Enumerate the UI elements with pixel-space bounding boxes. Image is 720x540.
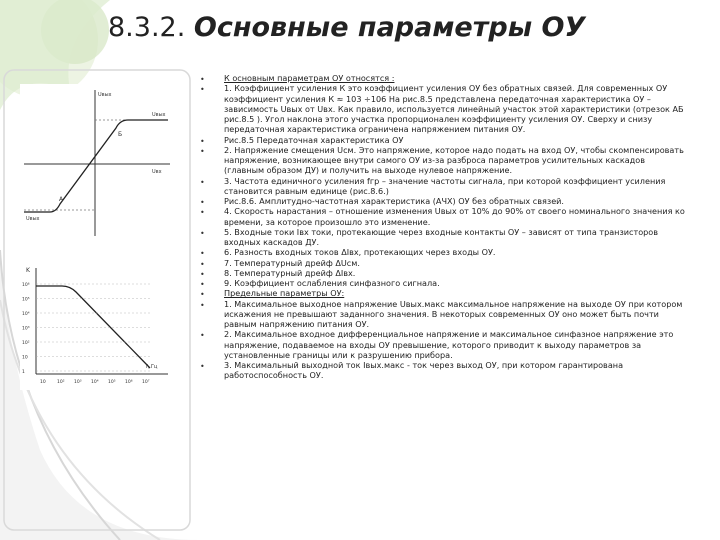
transfer-curve	[24, 120, 168, 212]
x-tick-label: 10⁶	[125, 380, 133, 385]
axis-label-uout: Uвых	[98, 92, 112, 98]
bullet-marker: •	[200, 198, 205, 207]
body-paragraph: Предельные параметры ОУ:	[224, 288, 345, 299]
bullet-marker: •	[200, 208, 205, 218]
bullet-marker: •	[200, 85, 205, 95]
bullet-marker: •	[200, 362, 205, 371]
x-tick-label: 10⁷	[142, 380, 150, 385]
bullet-marker: •	[200, 331, 205, 341]
y-tick-label: 10⁴	[22, 312, 30, 317]
body-paragraph: 7. Температурный дрейф ΔUсм.	[224, 257, 360, 268]
bullet-marker: •	[200, 75, 205, 84]
y-tick-label: 1	[22, 370, 25, 375]
label-point-a: А	[59, 196, 64, 203]
title-number: 8.3.2.	[108, 12, 186, 43]
bullet-marker: •	[200, 136, 205, 146]
y-tick-label: 10	[22, 355, 28, 361]
body-paragraph: Рис.8.5 Передаточная характеристика ОУ	[224, 134, 404, 145]
body-paragraph: 1. Максимальное выходное напряжение Uвых.макс максимальное напряжение на выходе ОУ при котором искажения не превышают заданного значения. В некоторых современных ОУ оно может быть почти равным напряжению питания ОУ.	[224, 298, 683, 329]
x-tick-label: 10²	[57, 380, 65, 385]
y-tick-label: 10³	[22, 326, 30, 332]
label-point-b: Б	[118, 131, 123, 138]
axis-label-uin: Uвх	[152, 169, 162, 175]
y-tick-label: 10²	[22, 341, 30, 346]
response-curve	[36, 286, 150, 368]
body-paragraph: 6. Разность входных токов ΔIвх, протекающих через входы ОУ.	[224, 247, 496, 258]
axis-label-k: K	[26, 267, 30, 274]
frequency-response-figure	[20, 262, 172, 390]
bullet-marker: •	[200, 228, 205, 238]
label-uout-min: Uвых	[26, 216, 40, 222]
transfer-characteristic-figure	[20, 84, 172, 244]
bullet-marker: •	[200, 290, 205, 300]
body-paragraph: Рис.8.6. Амплитудно-частотная характеристика (АЧХ) ОУ без обратных связей.	[224, 196, 565, 206]
x-tick-label: 10⁵	[108, 380, 116, 385]
bullet-marker: •	[200, 280, 205, 289]
body-paragraph: 2. Максимальное входное дифференциальное напряжение и максимальное синфазное напряжение это напряжение, подаваемое на входы ОУ превышение, которого приводит к выходу параметров за установленные границы или к разрушению прибора.	[224, 329, 674, 360]
y-tick-label: 10⁵	[22, 297, 30, 303]
body-paragraph: 2. Напряжение смещения Uсм. Это напряжение, которое надо подать на вход ОУ, чтобы скомпенсировать напряжение, возникающее внутри самого ОУ из-за разброса параметров усилительных каскадов (главным образом ДУ) и получить на выходе нулевое напряжение.	[224, 144, 684, 176]
body-paragraph: 3. Частота единичного усиления fгр – значение частоты сигнала, при которой коэффициент усиления становится равным единице (рис.8.6.)	[224, 175, 666, 196]
x-tick-label: 10⁴	[91, 380, 99, 385]
bullet-marker: •	[200, 177, 205, 187]
bullet-marker: •	[200, 269, 205, 279]
bullet-marker: •	[200, 146, 205, 156]
title-text: Основные параметры ОУ	[193, 12, 586, 43]
x-tick-label: 10	[40, 380, 46, 385]
bullet-marker: •	[200, 300, 205, 310]
body-paragraph: 8. Температурный дрейф ΔIвх.	[224, 267, 356, 278]
slide-title	[108, 12, 585, 43]
body-paragraph: К основным параметрам ОУ относятся :	[224, 73, 395, 83]
axis-label-f: f, Гц	[146, 364, 158, 370]
body-paragraph: 5. Входные токи Iвх токи, протекающие через входные контакты ОУ – зависят от типа транзисторов входных каскадов ДУ.	[224, 226, 659, 247]
x-tick-label: 10³	[74, 380, 82, 385]
body-paragraph: 4. Скорость нарастания – отношение изменения Uвых от 10% до 90% от своего номинального значения ко времени, за которое произошло это изменение.	[224, 206, 685, 227]
bullet-marker: •	[200, 249, 205, 259]
body-paragraph: 9. Коэффициент ослабления синфазного сигнала.	[224, 278, 440, 288]
label-uout-max: Uвых	[152, 112, 166, 118]
body-paragraph: 3. Максимальный выходной ток Iвых.макс - ток через выход ОУ, при котором гарантирована работоспособность ОУ.	[224, 360, 624, 381]
body-paragraph: 1. Коэффициент усиления К это коэффициент усиления ОУ без обратных связей. Для современных ОУ коэффициент усиления К ≈ 103 ÷106 На рис.8.5 представлена передаточная характеристика ОУ – зависимость Uвых от Uвх. Как правило, используется линейный участок этой характеристики (отрезок АБ рис.8.5 ). Угол наклона этого участка пропорционален коэффициенту усиления ОУ. Сверху и снизу передаточная характеристика ограничена напряжением питания ОУ.	[224, 83, 684, 135]
slide-body	[224, 73, 686, 381]
bullet-marker: •	[200, 259, 205, 269]
y-tick-label: 10⁶	[22, 283, 30, 288]
